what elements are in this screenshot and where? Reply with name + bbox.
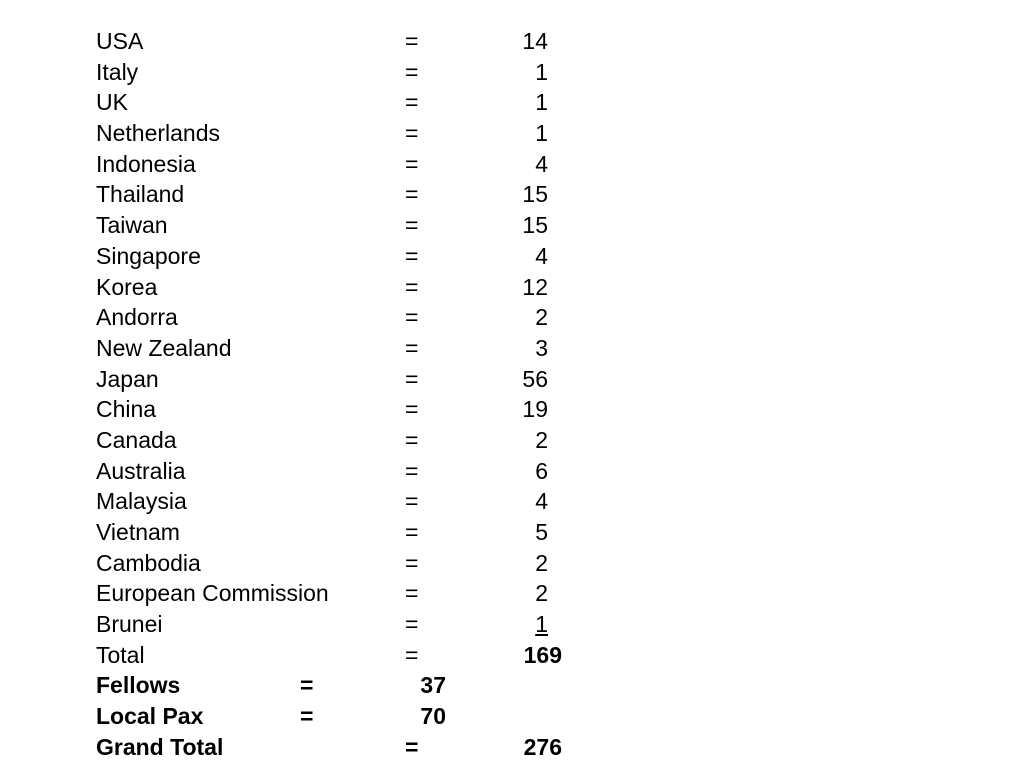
country-count: 5 bbox=[535, 519, 548, 545]
country-row bbox=[96, 26, 696, 57]
country-name: Singapore bbox=[96, 242, 201, 269]
equals-sign: = bbox=[405, 242, 419, 269]
country-row bbox=[96, 609, 696, 640]
country-name: Vietnam bbox=[96, 519, 180, 545]
equals-sign: = bbox=[405, 733, 419, 760]
country-count: 2 bbox=[535, 549, 548, 576]
equals-sign: = bbox=[405, 519, 419, 545]
country-name: Korea bbox=[96, 273, 158, 300]
country-name: Malaysia bbox=[96, 488, 187, 515]
equals-sign: = bbox=[405, 334, 419, 361]
country-name: Thailand bbox=[96, 181, 185, 208]
country-count: 4 bbox=[535, 488, 548, 515]
equals-sign: = bbox=[405, 150, 419, 177]
country-count: 15 bbox=[522, 212, 548, 239]
equals-sign: = bbox=[405, 457, 419, 484]
equals-sign: = bbox=[405, 488, 419, 515]
country-name: Brunei bbox=[96, 611, 163, 638]
country-row bbox=[96, 333, 696, 364]
equals-sign: = bbox=[405, 28, 419, 54]
country-count: 14 bbox=[522, 28, 548, 54]
equals-sign: = bbox=[405, 273, 419, 300]
country-row bbox=[96, 364, 696, 395]
country-name: European Commission bbox=[96, 580, 329, 607]
equals-sign: = bbox=[405, 549, 419, 576]
total-value: 169 bbox=[523, 641, 562, 668]
equals-sign: = bbox=[405, 89, 419, 116]
equals-sign: = bbox=[300, 703, 314, 730]
country-name: Netherlands bbox=[96, 120, 221, 147]
country-count: 2 bbox=[535, 580, 548, 607]
country-name: China bbox=[96, 396, 157, 423]
local-pax-label: Local Pax bbox=[96, 703, 204, 730]
country-count bbox=[476, 609, 548, 640]
country-name: Cambodia bbox=[96, 549, 201, 576]
equals-sign: = bbox=[405, 365, 419, 392]
country-name: Japan bbox=[96, 365, 159, 392]
country-row bbox=[96, 548, 696, 579]
fellows-value: 37 bbox=[420, 672, 446, 699]
country-name: New Zealand bbox=[96, 334, 232, 361]
country-row bbox=[96, 486, 696, 517]
participant-count-list bbox=[96, 26, 696, 763]
country-count: 2 bbox=[535, 304, 548, 331]
equals-sign: = bbox=[405, 212, 419, 239]
country-row bbox=[96, 149, 696, 180]
country-name: Andorra bbox=[96, 304, 178, 331]
country-row bbox=[96, 179, 696, 210]
country-count: 2 bbox=[535, 426, 548, 453]
country-name: Indonesia bbox=[96, 150, 196, 177]
country-name: Taiwan bbox=[96, 212, 168, 239]
country-row bbox=[96, 578, 696, 609]
country-row bbox=[96, 272, 696, 303]
country-name: Australia bbox=[96, 457, 186, 484]
grand-total-label: Grand Total bbox=[96, 733, 224, 760]
equals-sign: = bbox=[405, 304, 419, 331]
equals-sign: = bbox=[405, 426, 419, 453]
country-name: UK bbox=[96, 89, 128, 116]
country-name: USA bbox=[96, 28, 144, 54]
country-row bbox=[96, 394, 696, 425]
equals-sign: = bbox=[405, 58, 419, 85]
country-count: 3 bbox=[535, 334, 548, 361]
fellows-row bbox=[96, 670, 696, 701]
country-name: Canada bbox=[96, 426, 177, 453]
total-label: Total bbox=[96, 641, 145, 668]
total-row bbox=[96, 640, 696, 671]
equals-sign: = bbox=[405, 611, 419, 638]
grand-total-value: 276 bbox=[523, 733, 562, 760]
equals-sign: = bbox=[300, 672, 314, 699]
country-count: 1 bbox=[535, 58, 548, 85]
equals-sign: = bbox=[405, 120, 419, 147]
country-count: 4 bbox=[535, 242, 548, 269]
country-row bbox=[96, 57, 696, 88]
fellows-label: Fellows bbox=[96, 672, 181, 699]
country-row bbox=[96, 118, 696, 149]
country-count: 19 bbox=[522, 396, 548, 423]
equals-sign: = bbox=[405, 641, 419, 668]
country-count: 6 bbox=[535, 457, 548, 484]
country-row bbox=[96, 87, 696, 118]
country-row bbox=[96, 425, 696, 456]
equals-sign: = bbox=[405, 396, 419, 423]
country-count: 15 bbox=[522, 181, 548, 208]
equals-sign: = bbox=[405, 181, 419, 208]
country-count: 1 bbox=[535, 89, 548, 116]
local-pax-value: 70 bbox=[420, 703, 446, 730]
local-pax-row bbox=[96, 701, 696, 732]
country-count: 1 bbox=[535, 120, 548, 147]
country-name: Italy bbox=[96, 58, 139, 85]
country-row bbox=[96, 302, 696, 333]
country-row bbox=[96, 456, 696, 487]
country-row bbox=[96, 241, 696, 272]
country-row bbox=[96, 210, 696, 241]
country-row bbox=[96, 517, 696, 548]
country-count: 12 bbox=[522, 273, 548, 300]
country-count: 56 bbox=[522, 365, 548, 392]
country-count: 4 bbox=[535, 150, 548, 177]
equals-sign: = bbox=[405, 580, 419, 607]
country-count-underlined: 1 bbox=[535, 611, 548, 638]
grand-total-row bbox=[96, 732, 696, 763]
